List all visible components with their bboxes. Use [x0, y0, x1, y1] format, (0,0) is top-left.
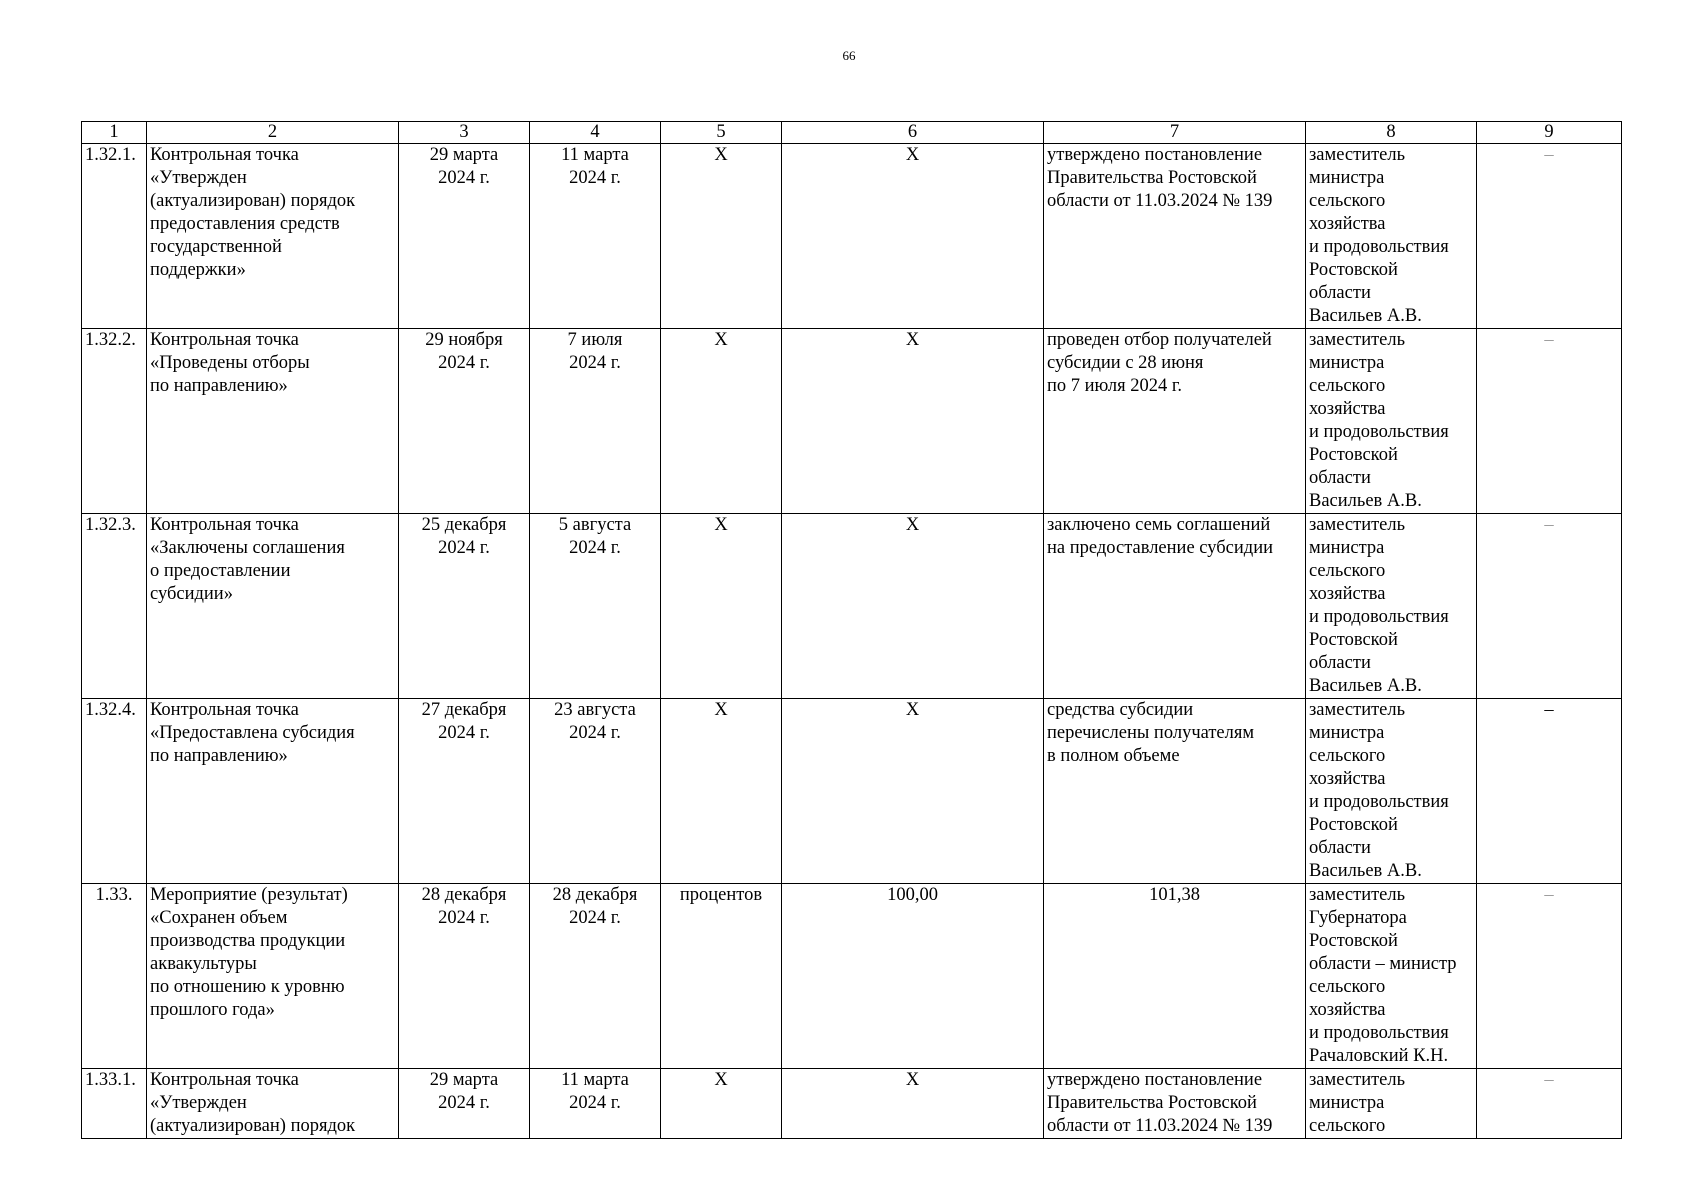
row-number: 1.33. [82, 884, 147, 1069]
row-unit: Х [661, 1069, 782, 1139]
row-result: заключено семь соглашений на предоставление субсидии [1044, 514, 1306, 699]
report-table [81, 121, 1622, 1139]
row-plan-date: 28 декабря 2024 г. [399, 884, 530, 1069]
row-unit: Х [661, 699, 782, 884]
header-cell: 5 [661, 122, 782, 144]
table-row [82, 514, 1622, 699]
table-row [82, 1069, 1622, 1139]
row-name: Контрольная точка «Предоставлена субсидия по направлению» [147, 699, 399, 884]
row-note: – [1477, 329, 1622, 514]
row-responsible: заместитель министра сельского хозяйства и продовольствия Ростовской области Васильев А.В. [1306, 514, 1477, 699]
row-name: Мероприятие (результат) «Сохранен объем производства продукции аквакультуры по отношению к уровню прошлого года» [147, 884, 399, 1069]
header-cell: 3 [399, 122, 530, 144]
header-cell: 7 [1044, 122, 1306, 144]
row-plan-date: 27 декабря 2024 г. [399, 699, 530, 884]
row-number: 1.32.3. [82, 514, 147, 699]
table-row [82, 329, 1622, 514]
row-fact-date: 28 декабря 2024 г. [530, 884, 661, 1069]
header-cell: 9 [1477, 122, 1622, 144]
row-fact-date: 23 августа 2024 г. [530, 699, 661, 884]
row-plan-value: Х [782, 699, 1044, 884]
row-number: 1.32.1. [82, 144, 147, 329]
row-name: Контрольная точка «Заключены соглашения о предоставлении субсидии» [147, 514, 399, 699]
row-fact-date: 11 марта 2024 г. [530, 1069, 661, 1139]
row-plan-value: Х [782, 514, 1044, 699]
header-cell: 8 [1306, 122, 1477, 144]
row-responsible: заместитель Губернатора Ростовской области – министр сельского хозяйства и продовольствия Рачаловский К.Н. [1306, 884, 1477, 1069]
row-fact-date: 7 июля 2024 г. [530, 329, 661, 514]
page-number: 66 [842, 48, 856, 63]
row-note: – [1477, 699, 1622, 884]
row-responsible: заместитель министра сельского хозяйства и продовольствия Ростовской области Васильев А.В. [1306, 144, 1477, 329]
row-responsible: заместитель министра сельского хозяйства и продовольствия Ростовской области Васильев А.В. [1306, 699, 1477, 884]
row-unit: процентов [661, 884, 782, 1069]
header-cell: 6 [782, 122, 1044, 144]
table-row [82, 884, 1622, 1069]
row-number: 1.33.1. [82, 1069, 147, 1139]
row-unit: Х [661, 329, 782, 514]
row-result: утверждено постановление Правительства Ростовской области от 11.03.2024 № 139 [1044, 1069, 1306, 1139]
row-note: – [1477, 884, 1622, 1069]
row-unit: Х [661, 144, 782, 329]
header-cell: 4 [530, 122, 661, 144]
row-note: – [1477, 1069, 1622, 1139]
row-plan-date: 29 марта 2024 г. [399, 1069, 530, 1139]
row-note: – [1477, 514, 1622, 699]
row-plan-date: 29 ноября 2024 г. [399, 329, 530, 514]
header-cell: 2 [147, 122, 399, 144]
row-plan-date: 25 декабря 2024 г. [399, 514, 530, 699]
row-name: Контрольная точка «Утвержден (актуализирован) порядок [147, 1069, 399, 1139]
row-fact-date: 11 марта 2024 г. [530, 144, 661, 329]
row-number: 1.32.2. [82, 329, 147, 514]
row-number: 1.32.4. [82, 699, 147, 884]
row-plan-value: Х [782, 1069, 1044, 1139]
header-cell: 1 [82, 122, 147, 144]
row-unit: Х [661, 514, 782, 699]
row-note: – [1477, 144, 1622, 329]
row-plan-value: Х [782, 329, 1044, 514]
row-responsible: заместитель министра сельского хозяйства и продовольствия Ростовской области Васильев А.В. [1306, 329, 1477, 514]
row-result: 101,38 [1044, 884, 1306, 1069]
row-fact-date: 5 августа 2024 г. [530, 514, 661, 699]
row-result: средства субсидии перечислены получателям в полном объеме [1044, 699, 1306, 884]
row-plan-date: 29 марта 2024 г. [399, 144, 530, 329]
row-responsible: заместитель министра сельского [1306, 1069, 1477, 1139]
row-plan-value: Х [782, 144, 1044, 329]
row-result: утверждено постановление Правительства Ростовской области от 11.03.2024 № 139 [1044, 144, 1306, 329]
row-plan-value: 100,00 [782, 884, 1044, 1069]
row-result: проведен отбор получателей субсидии с 28 июня по 7 июля 2024 г. [1044, 329, 1306, 514]
row-name: Контрольная точка «Утвержден (актуализирован) порядок предоставления средств государственной поддержки» [147, 144, 399, 329]
table-row [82, 144, 1622, 329]
header-row [82, 122, 1622, 144]
table-row [82, 699, 1622, 884]
row-name: Контрольная точка «Проведены отборы по направлению» [147, 329, 399, 514]
